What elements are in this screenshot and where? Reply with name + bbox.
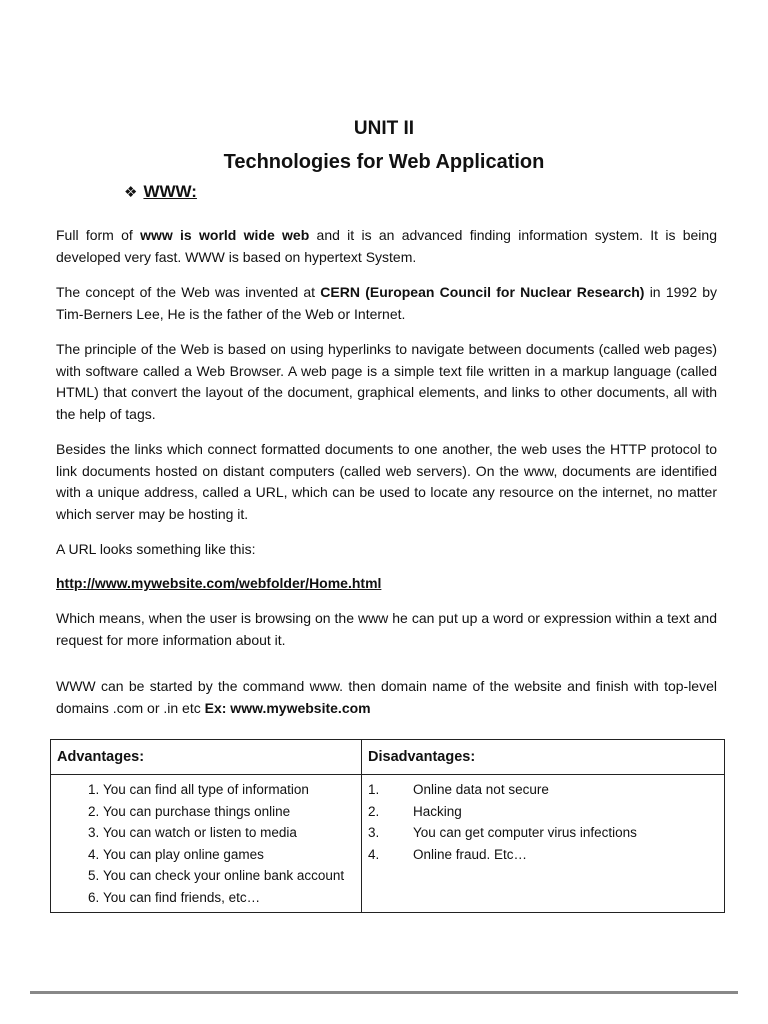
paragraph-url-intro: A URL looks something like this:	[56, 541, 256, 557]
page-title: Technologies for Web Application	[223, 151, 545, 173]
list-item	[368, 844, 718, 866]
example-url-container	[56, 573, 717, 595]
paragraph-text: in 1992 by Tim-Berners Lee, He is the father of the Web or Internet.	[56, 284, 718, 322]
bold-term: www is world wide web	[140, 227, 310, 243]
paragraph-text: The concept of the Web was invented at	[56, 284, 321, 300]
list-item	[368, 822, 718, 844]
diamond-bullet-icon: ❖	[124, 184, 138, 201]
footer-divider	[30, 991, 738, 994]
list-item: 1. You can find all type of information	[103, 779, 355, 801]
list-item	[368, 801, 718, 823]
list-text: Online fraud. Etc…	[413, 846, 528, 862]
list-item: 6. You can find friends, etc…	[103, 887, 355, 909]
bold-term: CERN (European Council for Nuclear Research)	[320, 284, 645, 300]
list-text: Online data not secure	[413, 782, 549, 797]
advantages-cell	[51, 775, 362, 913]
paragraph-http-links: Besides the links which connect formatted documents to one another, the web uses the HTTP protocol to link documents hosted on distant computers (called web servers). On the www, documents are identified with a unique address, called a URL, which can be used to locate any resource on the internet, no matter which server may be hosting it.	[56, 441, 717, 522]
disadvantages-cell	[362, 775, 725, 913]
advantages-header: Advantages:	[51, 740, 362, 775]
paragraph-text: WWW can be started by the command www. then domain name of the website and finish with top-level domains .com or .in etc	[56, 678, 717, 716]
list-number: 4.	[368, 846, 380, 862]
example-url-link[interactable]: http://www.mywebsite.com/webfolder/Home.html	[56, 575, 382, 591]
table-row	[51, 775, 725, 913]
list-item	[368, 779, 718, 801]
list-text: Hacking	[413, 803, 462, 819]
list-item: 2. You can purchase things online	[103, 801, 355, 823]
list-number: 3.	[368, 825, 380, 840]
advantages-list	[57, 779, 355, 908]
paragraph-web-principle: The principle of the Web is based on using hyperlinks to navigate between documents (called web pages) with software called a Web Browser. A web page is a simple text file written in a markup language (called HTML) that convert the layout of the document, graphical elements, and links to other documents, all with the help of tags.	[56, 341, 717, 422]
paragraph-text: and it is an advanced finding information system. It is being developed very fast. WWW is based on hypertext System.	[56, 227, 717, 265]
advantages-disadvantages-table	[50, 739, 725, 913]
section-heading	[124, 182, 197, 202]
unit-title: UNIT II	[353, 118, 415, 139]
list-item: 4. You can play online games	[103, 844, 355, 866]
paragraph-www-definition	[56, 225, 717, 268]
paragraph-text: Full form of	[56, 227, 141, 243]
paragraph-cern	[56, 282, 717, 325]
paragraph-www-command	[56, 676, 717, 719]
list-item: 5. You can check your online bank account	[103, 865, 355, 887]
list-number: 1.	[368, 782, 380, 797]
bold-example: Ex: www.mywebsite.com	[204, 699, 371, 716]
list-text: You can get computer virus infections	[413, 825, 637, 840]
list-item: 3. You can watch or listen to media	[103, 822, 355, 844]
section-heading-label: WWW:	[143, 182, 197, 201]
list-number: 2.	[368, 803, 380, 819]
table-header-row	[51, 740, 725, 775]
paragraph-browsing: Which means, when the user is browsing on the www he can put up a word or expression within a text and request for more information about it.	[56, 610, 717, 648]
disadvantages-header: Disadvantages:	[362, 740, 725, 775]
